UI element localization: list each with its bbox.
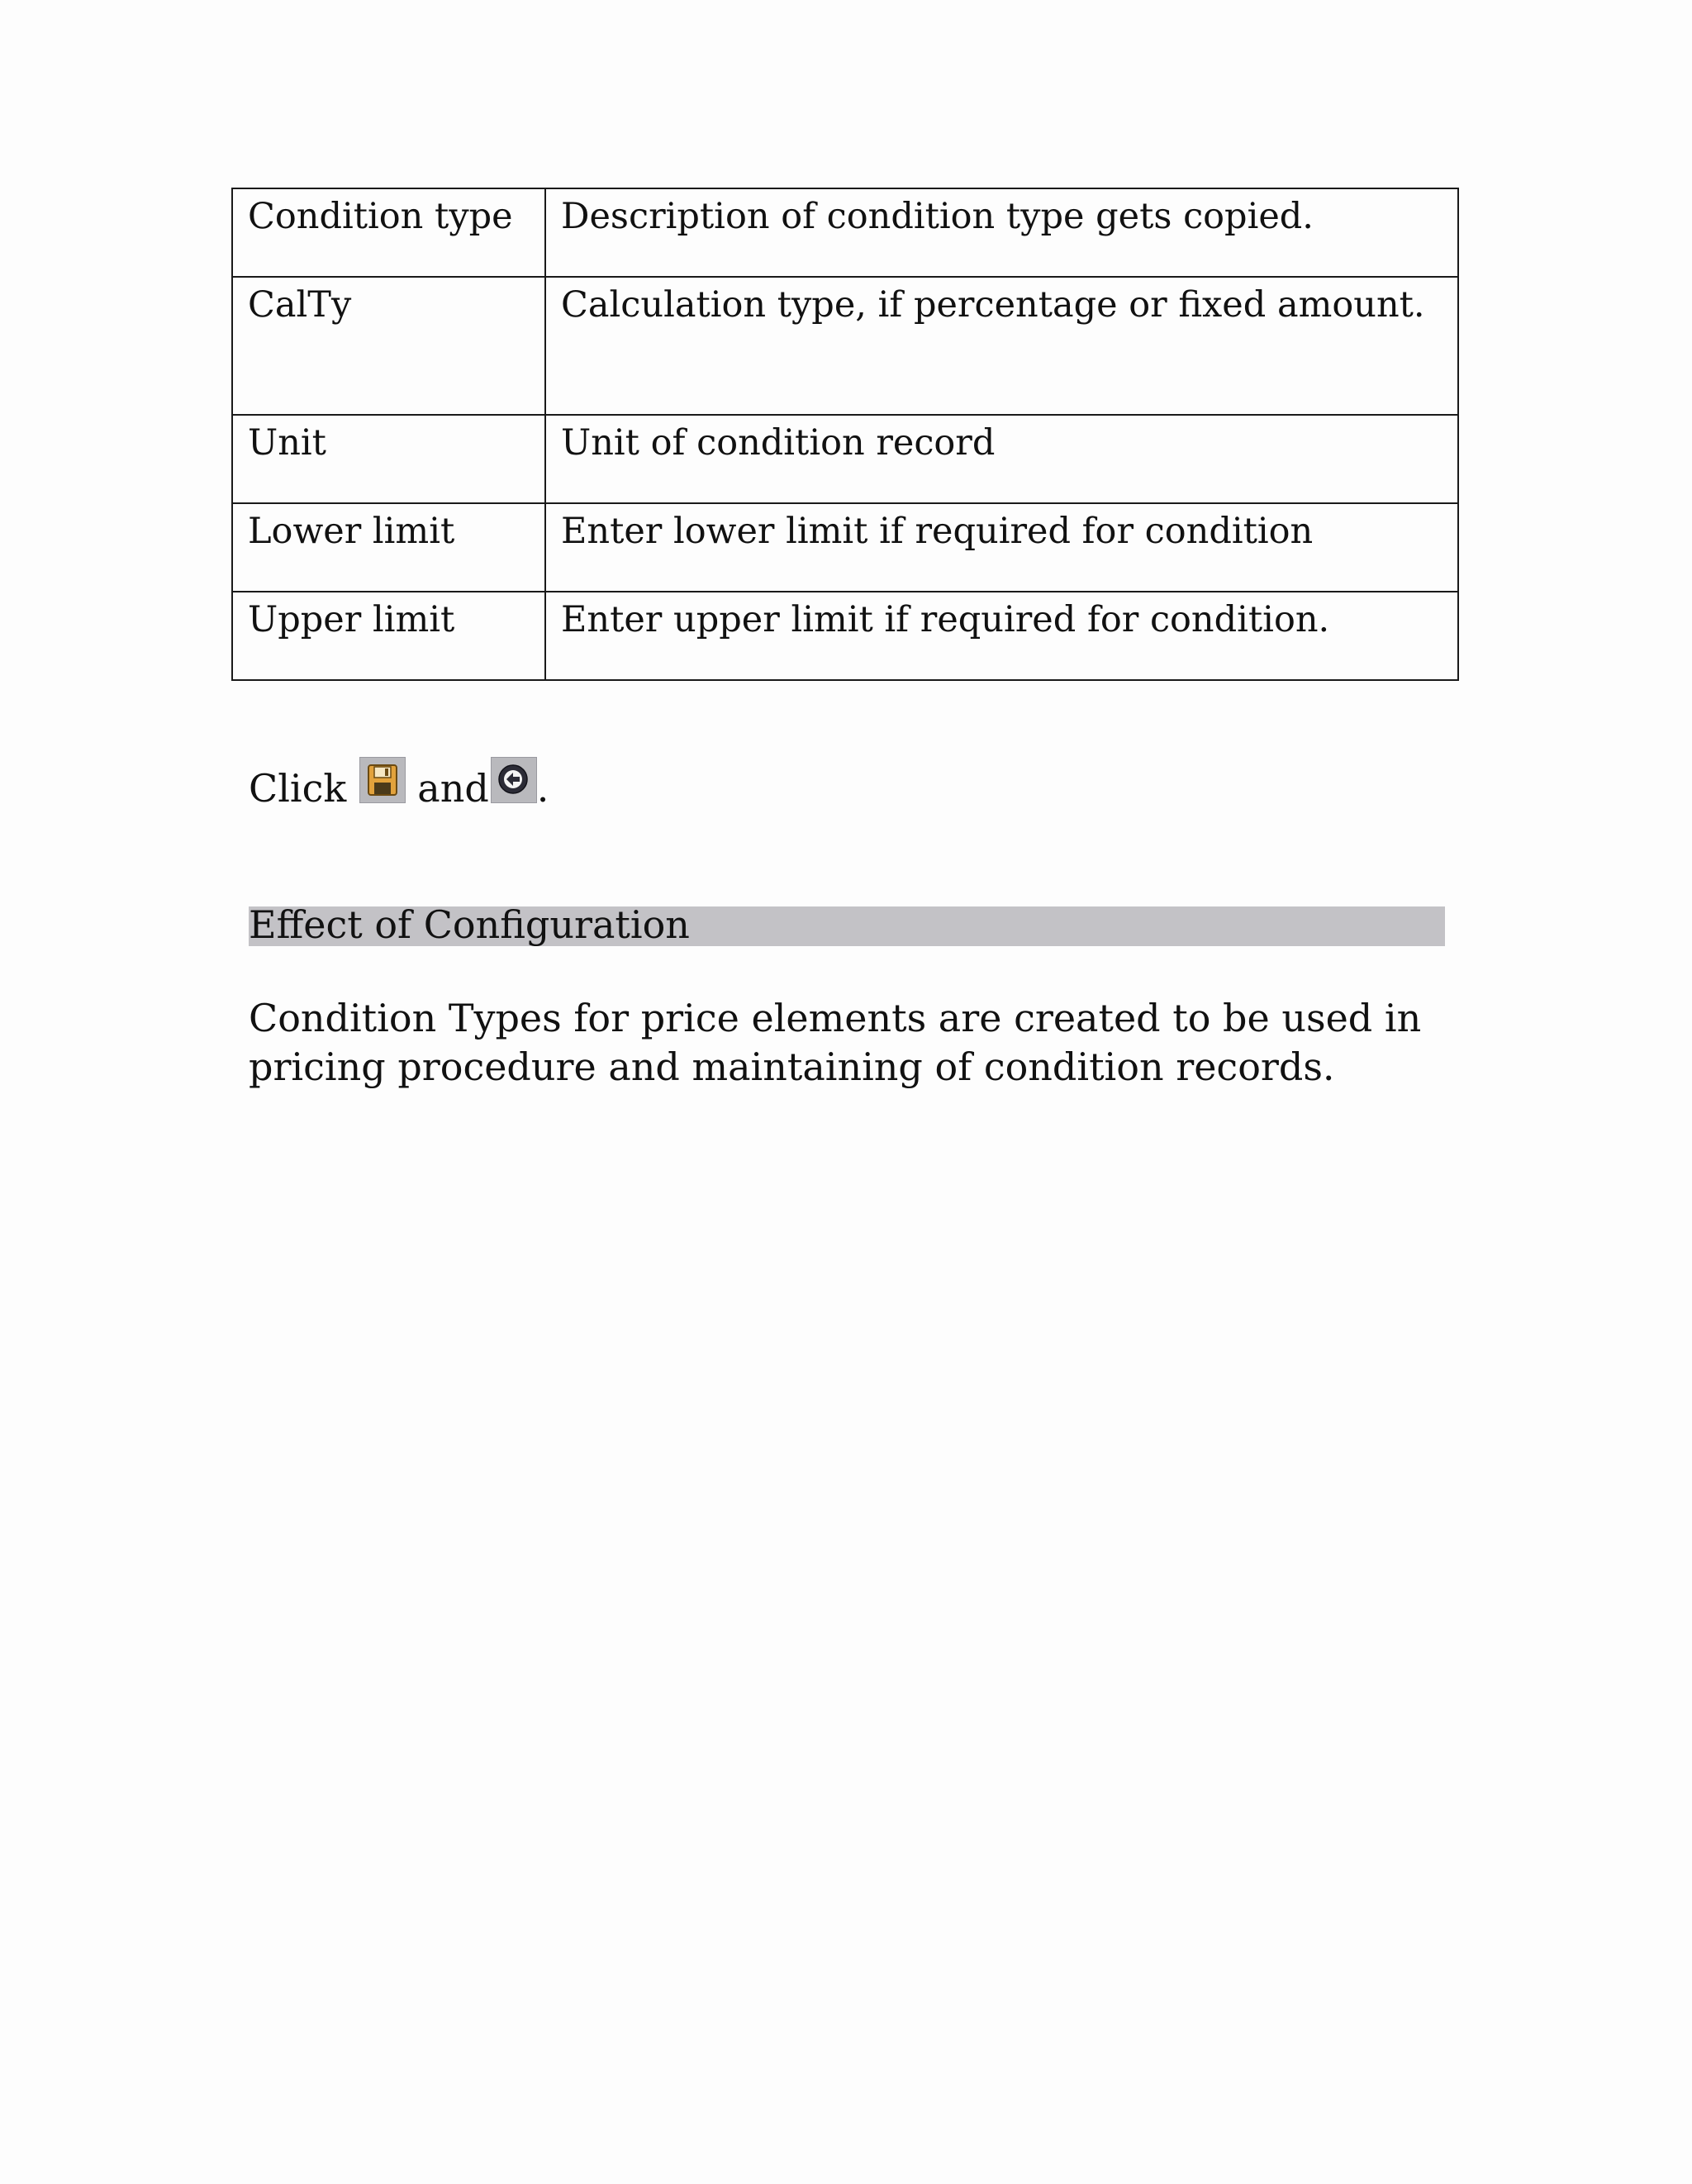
table-row — [232, 415, 1458, 503]
field-description-cell: Unit of condition record — [545, 415, 1458, 503]
field-description-cell: Enter lower limit if required for condition — [545, 503, 1458, 592]
instruction-line — [249, 755, 549, 821]
save-icon — [359, 757, 406, 803]
field-description-cell: Description of condition type gets copied. — [545, 188, 1458, 277]
field-name-cell: Condition type — [232, 188, 545, 277]
back-icon — [491, 757, 537, 803]
field-description-cell: Enter upper limit if required for condition. — [545, 592, 1458, 680]
field-name-cell: Lower limit — [232, 503, 545, 592]
instruction-suffix: . — [536, 766, 549, 811]
table-row — [232, 503, 1458, 592]
field-name-cell: CalTy — [232, 277, 545, 415]
instruction-conjunction: and — [417, 766, 489, 811]
field-name-cell: Unit — [232, 415, 545, 503]
section-body: Condition Types for price elements are created to be used in pricing procedure and maintaining of condition records. — [249, 996, 1422, 1089]
section-heading: Effect of Configuration — [249, 902, 690, 947]
table-row — [232, 592, 1458, 680]
field-description-table — [231, 188, 1459, 681]
table-row — [232, 277, 1458, 415]
field-description-cell: Calculation type, if percentage or fixed amount. — [545, 277, 1458, 415]
table-row — [232, 188, 1458, 277]
instruction-prefix: Click — [249, 766, 347, 811]
field-name-cell: Upper limit — [232, 592, 545, 680]
